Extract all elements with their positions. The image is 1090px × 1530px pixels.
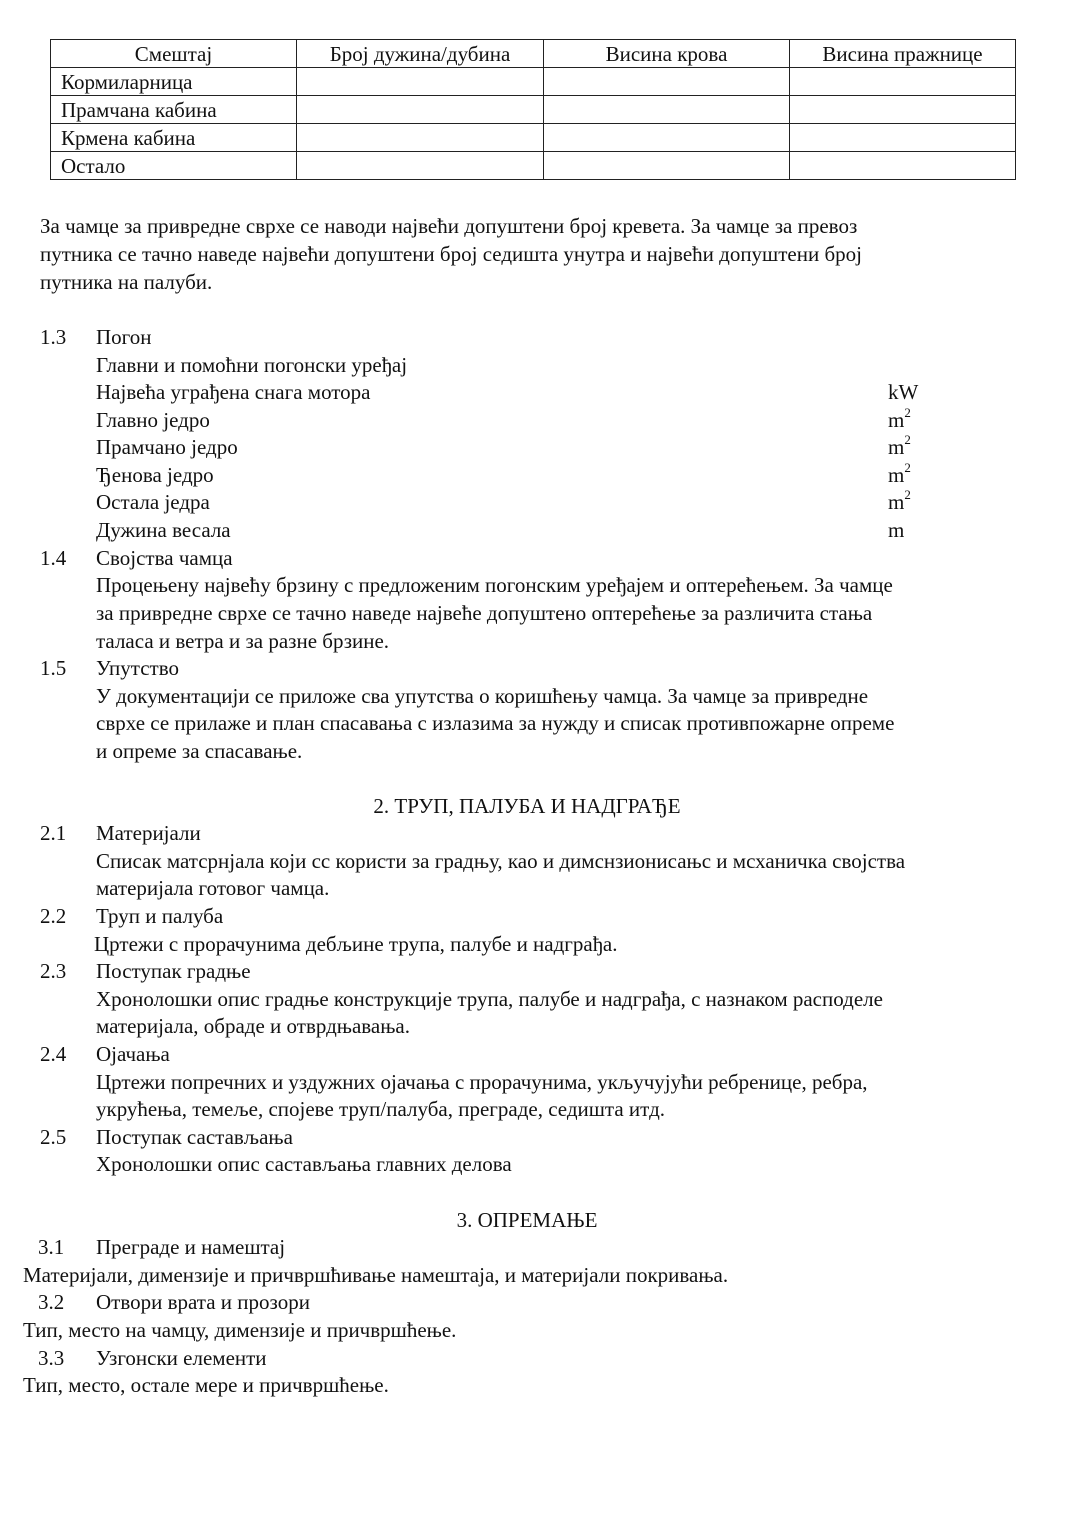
propulsion-item-label: Прамчано једро [96, 435, 238, 459]
section-number: 1.4 [40, 546, 67, 570]
intro-line: путника се тачно наведе највећи допуштени број седишта унутра и највећи допуштени број [40, 242, 862, 266]
propulsion-item-unit [888, 433, 911, 461]
unit-exponent: 2 [904, 487, 911, 502]
intro-line: путника на палуби. [40, 270, 213, 294]
table-cell [790, 68, 1016, 96]
section-number: 3.2 [38, 1290, 65, 1314]
section-3-heading: 3. ОПРЕМАЊЕ [456, 1208, 598, 1232]
table-cell [544, 152, 790, 180]
unit-exponent: 2 [904, 460, 911, 475]
section-body-line: сврхе се прилаже и план спасавања с излазима за нужду и списак противпожарне опреме [96, 711, 895, 735]
unit-text: m [888, 490, 905, 514]
table-cell [297, 124, 544, 152]
propulsion-item-label: Највећа уграђена снага мотора [96, 380, 371, 404]
unit-exponent: 2 [904, 432, 911, 447]
section-title: Отвори врата и прозори [96, 1290, 310, 1314]
section-body-line: материјала готовог чамца. [96, 876, 330, 900]
propulsion-item-unit [888, 406, 911, 434]
section-title: Погон [96, 325, 152, 349]
table-cell [790, 124, 1016, 152]
section-title: Преграде и намештај [96, 1235, 286, 1259]
table-cell [790, 152, 1016, 180]
table-cell: Остало [51, 152, 297, 180]
table-header: Висина пражнице [790, 40, 1016, 68]
section-number: 2.1 [40, 821, 67, 845]
section-title: Узгонски елементи [96, 1346, 267, 1370]
section-2-heading: 2. ТРУП, ПАЛУБА И НАДГРАЂЕ [373, 794, 681, 818]
section-title: Труп и палуба [96, 904, 224, 928]
section-body-line: Списак матсрнјала који сс користи за градњу, као и димснзионисањс и мсханичка својства [96, 849, 906, 873]
table-cell [297, 96, 544, 124]
table-header: Смештај [51, 40, 297, 68]
section-body-line: за привредне сврхе се тачно наведе највеће допуштено оптерећење за различита стања [96, 601, 873, 625]
section-body-line: Цртежи попречних и уздужних ојачања с прорачунима, укључујући ребренице, ребра, [96, 1070, 868, 1094]
section-body-line: Хронолошки опис састављања главних делова [96, 1152, 512, 1176]
section-body-line: укрућења, темеље, спојеве труп/палуба, преграде, седишта итд. [96, 1097, 665, 1121]
section-body-line: Процењену највећу брзину с предложеним погонским уређајем и оптерећењем. За чамце [96, 573, 893, 597]
table-cell: Крмена кабина [51, 124, 297, 152]
table-row [51, 152, 1016, 180]
section-body-line: Хронолошки опис градње конструкције трупа, палубе и надграђа, с назнаком расподеле [96, 987, 883, 1011]
unit-text: m [888, 463, 905, 487]
section-body-line: Тип, место, остале мере и причвршћење. [23, 1373, 389, 1397]
table-row [51, 96, 1016, 124]
unit-text: m [888, 408, 905, 432]
section-title: Ојачања [96, 1042, 170, 1066]
unit-text: m [888, 518, 905, 542]
propulsion-item-label: Ђенова једро [96, 463, 214, 487]
propulsion-item-unit [888, 516, 904, 544]
table-row [51, 68, 1016, 96]
propulsion-item-label: Главни и помоћни погонски уређај [96, 353, 408, 377]
section-title: Поступак састављања [96, 1125, 293, 1149]
table-cell [790, 96, 1016, 124]
propulsion-item-label: Главно једро [96, 408, 210, 432]
propulsion-item-label: Остала једра [96, 490, 210, 514]
intro-line: За чамце за привредне сврхе се наводи највећи допуштени број кревета. За чамце за превоз [40, 214, 858, 238]
section-number: 1.5 [40, 656, 67, 680]
section-number: 1.3 [40, 325, 67, 349]
table-row [51, 124, 1016, 152]
table-header: Број дужина/дубина [297, 40, 544, 68]
accommodation-table [50, 39, 1016, 180]
section-number: 2.5 [40, 1125, 67, 1149]
unit-text: kW [888, 380, 919, 404]
section-number: 2.2 [40, 904, 67, 928]
section-title: Својства чамца [96, 546, 233, 570]
section-title: Упутство [96, 656, 179, 680]
section-number: 2.4 [40, 1042, 67, 1066]
table-cell: Кормиларница [51, 68, 297, 96]
section-body-line: Материјали, димензије и причвршћивање намештаја, и материјали покривања. [23, 1263, 729, 1287]
unit-exponent: 2 [904, 405, 911, 420]
table-header: Висина крова [544, 40, 790, 68]
section-title: Поступак градње [96, 959, 251, 983]
section-body-line: Тип, место на чамцу, димензије и причвршћење. [23, 1318, 457, 1342]
section-number: 2.3 [40, 959, 67, 983]
unit-text: m [888, 435, 905, 459]
section-number: 3.3 [38, 1346, 65, 1370]
section-number: 3.1 [38, 1235, 65, 1259]
table-cell [544, 68, 790, 96]
section-body-line: У документацији се приложе сва упутства о коришћењу чамца. За чамце за привредне [96, 684, 869, 708]
section-body-line: и опреме за спасавање. [96, 739, 303, 763]
section-body-line: Цртежи с прорачунима дебљине трупа, палубе и надграђа. [94, 932, 618, 956]
section-title: Материјали [96, 821, 201, 845]
propulsion-item-label: Дужина весала [96, 518, 231, 542]
table-cell [544, 124, 790, 152]
table-cell [297, 68, 544, 96]
section-body-line: материјала, обраде и отврдњавања. [96, 1014, 410, 1038]
table-header-row [51, 40, 1016, 68]
table-cell [297, 152, 544, 180]
propulsion-item-unit [888, 488, 911, 516]
propulsion-item-unit [888, 378, 918, 406]
table-cell [544, 96, 790, 124]
table-cell: Прамчана кабина [51, 96, 297, 124]
propulsion-item-unit [888, 461, 911, 489]
section-body-line: таласа и ветра и за разне брзине. [96, 629, 390, 653]
